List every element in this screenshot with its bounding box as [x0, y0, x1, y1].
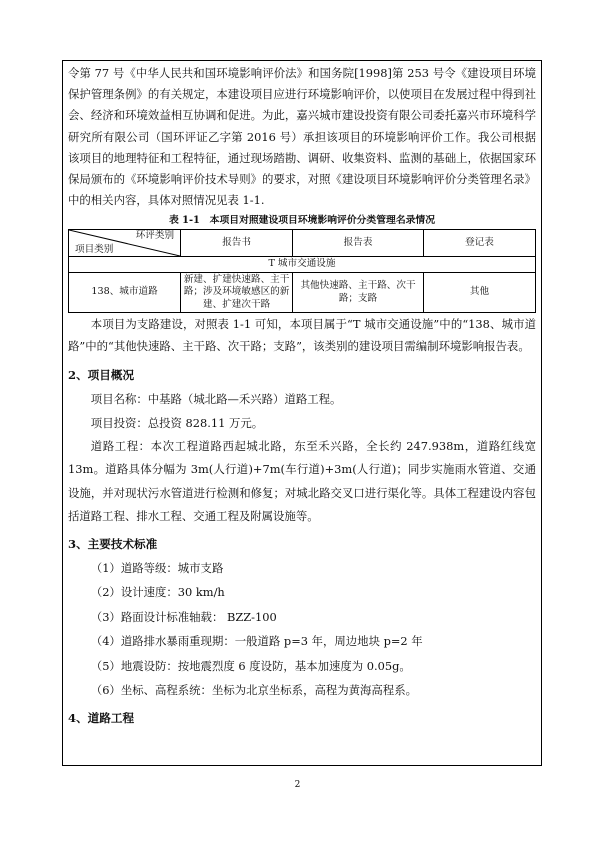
road-works-paragraph: 道路工程：本次工程道路西起城北路，东至禾兴路，全长约 247.938m，道路红线宽 13m。道路具体分幅为 3m(人行道)+7m(车行道)+3m(人行道)；同步实施雨水管道、交通设施，并对现状污水管道进行检测和修复；对城北路交叉口进行渠化等。具体工程建设内容包括道路工程、排水工程、交通工程及附属设施等。 — [68, 438, 536, 524]
list-item: （5）地震设防：按地震烈度 6 度设防，基本加速度为 0.05g。 — [90, 658, 411, 673]
project-investment: 项目投资：总投资 828.11 万元。 — [90, 415, 264, 430]
project-item-cell: 138、城市道路 — [69, 272, 181, 313]
diagonal-header-cell — [69, 230, 181, 257]
document-body — [68, 63, 536, 730]
list-item: （2）设计速度：30 km/h — [90, 585, 225, 600]
project-name: 项目名称：中基路（城北路—禾兴路）道路工程。 — [90, 391, 342, 406]
report-book-cell: 新建、扩建快速路、主干路；涉及环境敏感区的新建、扩建次干路 — [181, 272, 293, 313]
after-table-paragraph: 本项目为支路建设，对照表 1-1 可知，本项目属于“T 城市交通设施”中的“138、城市道路”中的“其他快速路、主干路、次干路；支路”，该类别的建设项目需编制环境影响报告表。 — [68, 317, 536, 353]
section2-heading: 2、项目概况 — [68, 367, 135, 382]
section3-heading: 3、主要技术标准 — [68, 536, 158, 551]
table-row — [69, 272, 536, 313]
table-header-row — [69, 230, 536, 257]
table-section-row — [69, 257, 536, 273]
classification-table — [68, 229, 536, 313]
list-item: （3）路面设计标准轴载： BZZ-100 — [90, 609, 277, 624]
list-item: （6）坐标、高程系统：坐标为北京坐标系，高程为黄海高程系。 — [90, 683, 417, 698]
section4-heading: 4、道路工程 — [68, 710, 135, 725]
list-item: （1）道路等级：城市支路 — [90, 560, 224, 575]
report-form-cell: 其他快速路、主干路、次干路；支路 — [293, 272, 424, 313]
list-item: （4）道路排水暴雨重现期：一般道路 p=3 年，周边地块 p=2 年 — [90, 634, 423, 649]
page-number: 2 — [294, 780, 301, 790]
header-project-category: 项目类别 — [75, 243, 114, 255]
header-report-book: 报告书 — [181, 230, 293, 257]
table-caption: 表 1-1 本项目对照建设项目环境影响评价分类管理名录情况 — [168, 215, 436, 227]
registration-cell: 其他 — [423, 272, 535, 313]
intro-paragraph: 令第 77 号《中华人民共和国环境影响评价法》和国务院[1998]第 253 号令《建设项目环境保护管理条例》的有关规定，本建设项目应进行环境影响评价，以使项目在发展过程中得到社会、经济和环境效益相互协调和促进。为此，嘉兴城市建设投资有限公司委托嘉兴市环境科学研究所有限公司（国环评证乙字第 2016 号）承担该项目的环境影响评价工作。我公司根据该项目的地理特征和工程特征，通过现场踏勘、调研、收集资料、监测的基础上，依据国家环保局颁布的《环境影响评价技术导则》的要求，对照《建设项目环境影响评价分类管理名录》中的相关内容，具体对照情况见表 1-1. — [68, 66, 536, 208]
tech-standards-list — [68, 556, 536, 703]
header-registration: 登记表 — [423, 230, 535, 257]
section-cell: T 城市交通设施 — [69, 257, 536, 273]
header-eia-category: 环评类别 — [135, 230, 175, 242]
header-report-form: 报告表 — [293, 230, 424, 257]
